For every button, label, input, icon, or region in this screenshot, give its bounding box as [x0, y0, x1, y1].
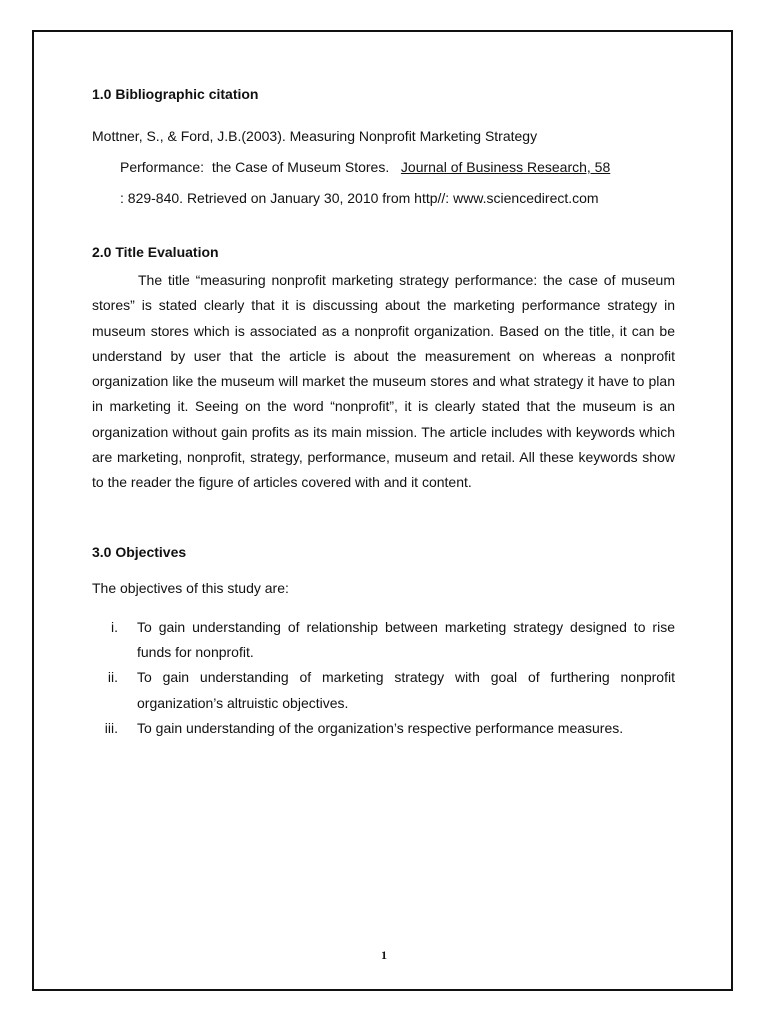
list-item	[92, 716, 675, 741]
section-heading-objectives: 3.0 Objectives	[92, 543, 187, 560]
citation-line-1: Mottner, S., & Ford, J.B.(2003). Measuring Nonprofit Marketing Strategy	[92, 128, 538, 144]
title-evaluation-paragraph: The title “measuring nonprofit marketing strategy performance: the case of museum stores” is stated clearly that it is discussing about the marketing performance strategy in museum stores which is associated as a nonprofit organization. Based on the title, it can be understand by user that the article is about the measurement on whereas a nonprofit organization like the museum will market the museum stores and what strategy it have to plan in marketing it. Seeing on the word “nonprofit”, it is clearly stated that the museum is an organization without gain profits as its main mission. The article includes with keywords which are marketing, nonprofit, strategy, performance, museum and retail. All these keywords show to the reader the figure of articles covered with and it content.	[92, 272, 675, 491]
section-heading-bibliographic-citation: 1.0 Bibliographic citation	[92, 86, 259, 102]
citation-line-2	[92, 152, 675, 183]
objectives-list	[92, 615, 675, 741]
citation-line-3: : 829-840. Retrieved on January 30, 2010 from http//: www.sciencedirect.com	[120, 190, 599, 206]
section-heading-title-evaluation: 2.0 Title Evaluation	[92, 244, 219, 260]
page-number: 1	[381, 948, 387, 962]
list-item	[92, 615, 675, 666]
objectives-intro: The objectives of this study are:	[92, 579, 289, 596]
list-item-marker: i.	[111, 618, 118, 635]
list-item-text: To gain understanding of marketing strategy with goal of furthering nonprofit organization’s altruistic objectives.	[137, 669, 675, 711]
list-item-marker: iii.	[104, 719, 118, 736]
list-item	[92, 665, 675, 716]
list-item-marker: ii.	[107, 669, 118, 686]
citation	[92, 121, 675, 214]
citation-line-2-text: Performance: the Case of Museum Stores.	[120, 159, 401, 175]
list-item-text: To gain understanding of the organization’s respective performance measures.	[137, 719, 624, 736]
document-body	[92, 84, 675, 741]
citation-journal-title: Journal of Business Research, 58	[400, 159, 611, 175]
list-item-text: To gain understanding of relationship between marketing strategy designed to rise funds for nonprofit.	[137, 618, 675, 660]
